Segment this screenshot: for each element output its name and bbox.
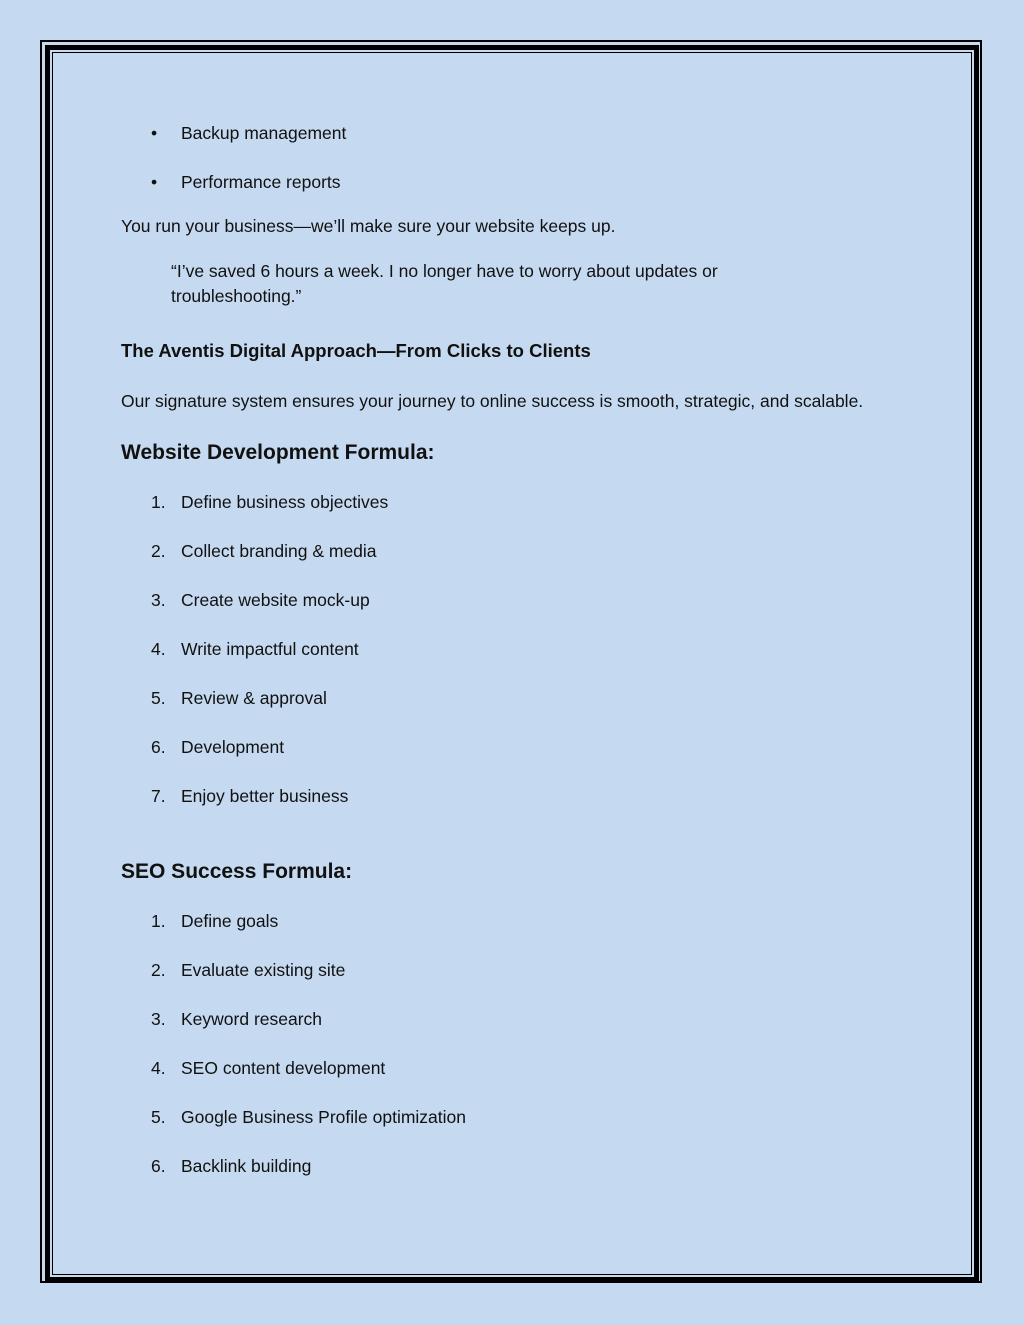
list-number: 2. <box>151 541 166 561</box>
list-item-text: Development <box>181 737 285 757</box>
list-number: 5. <box>151 1107 166 1127</box>
web-formula-title: Website Development Formula: <box>121 441 435 464</box>
list-item-text: SEO content development <box>181 1058 386 1078</box>
list-number: 1. <box>151 492 166 512</box>
list-number: 3. <box>151 1009 166 1029</box>
list-number: 4. <box>151 639 166 659</box>
bullet-text: Backup management <box>181 123 347 143</box>
approach-title: The Aventis Digital Approach—From Clicks to Clients <box>121 340 591 361</box>
list-number: 3. <box>151 590 166 610</box>
list-item-text: Enjoy better business <box>181 786 349 806</box>
list-number: 7. <box>151 786 166 806</box>
list-item-text: Google Business Profile optimization <box>181 1107 467 1127</box>
testimonial-quote: “I’ve saved 6 hours a week. I no longer have to worry about updates or troubleshooting.” <box>171 261 718 306</box>
list-item-text: Define business objectives <box>181 492 389 512</box>
list-item-text: Backlink building <box>181 1156 312 1176</box>
list-item-text: Create website mock-up <box>181 590 370 610</box>
approach-description: Our signature system ensures your journey to online success is smooth, strategic, and scalable. <box>121 391 864 411</box>
list-item-text: Evaluate existing site <box>181 960 346 980</box>
list-item-text: Keyword research <box>181 1009 323 1029</box>
list-item-text: Define goals <box>181 911 279 931</box>
list-number: 1. <box>151 911 166 931</box>
bullet-icon: • <box>151 172 158 192</box>
list-number: 2. <box>151 960 166 980</box>
list-number: 6. <box>151 1156 166 1176</box>
intro-line: You run your business—we’ll make sure your website keeps up. <box>121 216 616 236</box>
bullet-icon: • <box>151 123 158 143</box>
seo-formula-title: SEO Success Formula: <box>121 860 353 883</box>
bullet-text: Performance reports <box>181 172 341 192</box>
list-number: 6. <box>151 737 166 757</box>
list-number: 5. <box>151 688 166 708</box>
list-item-text: Collect branding & media <box>181 541 377 561</box>
list-item-text: Review & approval <box>181 688 327 708</box>
list-item-text: Write impactful content <box>181 639 359 659</box>
list-number: 4. <box>151 1058 166 1078</box>
